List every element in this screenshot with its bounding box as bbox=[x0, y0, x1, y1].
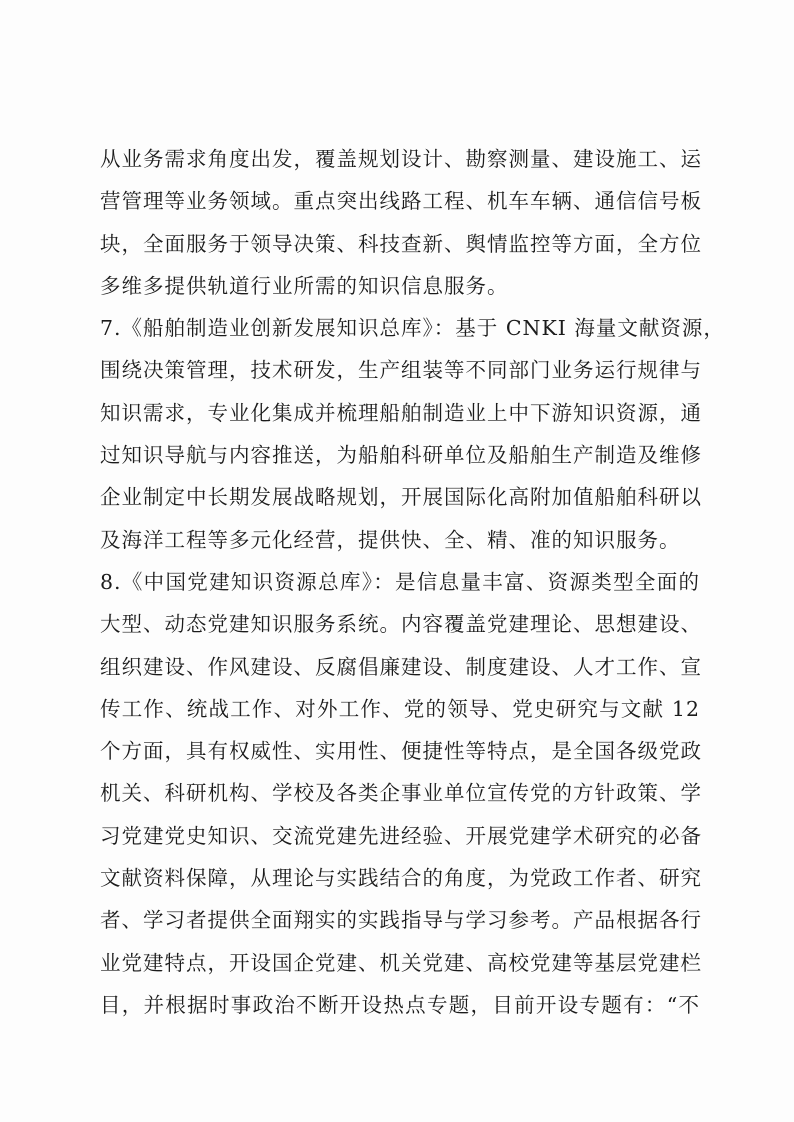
text-line: 及海洋工程等多元化经营，提供快、全、精、准的知识服务。 bbox=[100, 527, 681, 552]
text-line: 围绕决策管理，技术研发，生产组装等不同部门业务运行规律与 bbox=[100, 358, 702, 383]
text-line: 营管理等业务领域。重点突出线路工程、机车车辆、通信信号板 bbox=[100, 189, 702, 214]
text-line: 文献资料保障，从理论与实践结合的角度，为党政工作者、研究 bbox=[100, 866, 702, 891]
body-text bbox=[100, 138, 725, 1026]
text-line: 知识需求，专业化集成并梳理船舶制造业上中下游知识资源，通 bbox=[100, 400, 702, 425]
text-line: 目，并根据时事政治不断开设热点专题，目前开设专题有：“不 bbox=[100, 992, 700, 1017]
text-line: 机关、科研机构、学校及各类企事业单位宣传党的方针政策、学 bbox=[100, 781, 702, 806]
text-line: 个方面，具有权威性、实用性、便捷性等特点，是全国各级党政 bbox=[100, 739, 702, 764]
text-line: 7.《船舶制造业创新发展知识总库》：基于 CNKI 海量文献资源， bbox=[100, 316, 725, 341]
text-line: 多维多提供轨道行业所需的知识信息服务。 bbox=[100, 273, 509, 298]
text-line: 企业制定中长期发展战略规划，开展国际化高附加值船舶科研以 bbox=[100, 485, 702, 510]
text-line: 传工作、统战工作、对外工作、党的领导、党史研究与文献 12 bbox=[100, 696, 700, 721]
text-line: 块，全面服务于领导决策、科技查新、舆情监控等方面，全方位 bbox=[100, 231, 702, 256]
text-line: 者、学习者提供全面翔实的实践指导与学习参考。产品根据各行 bbox=[100, 908, 702, 933]
text-line: 组织建设、作风建设、反腐倡廉建设、制度建设、人才工作、宣 bbox=[100, 654, 702, 679]
text-line: 习党建党史知识、交流党建先进经验、开展党建学术研究的必备 bbox=[100, 823, 702, 848]
text-line: 业党建特点，开设国企党建、机关党建、高校党建等基层党建栏 bbox=[100, 950, 702, 975]
text-line: 从业务需求角度出发，覆盖规划设计、勘察测量、建设施工、运 bbox=[100, 147, 702, 171]
text-line: 8.《中国党建知识资源总库》：是信息量丰富、资源类型全面的 bbox=[100, 569, 700, 594]
text-line: 过知识导航与内容推送，为船舶科研单位及船舶生产制造及维修 bbox=[100, 443, 702, 468]
text-line: 大型、动态党建知识服务系统。内容覆盖党建理论、思想建设、 bbox=[100, 612, 702, 637]
